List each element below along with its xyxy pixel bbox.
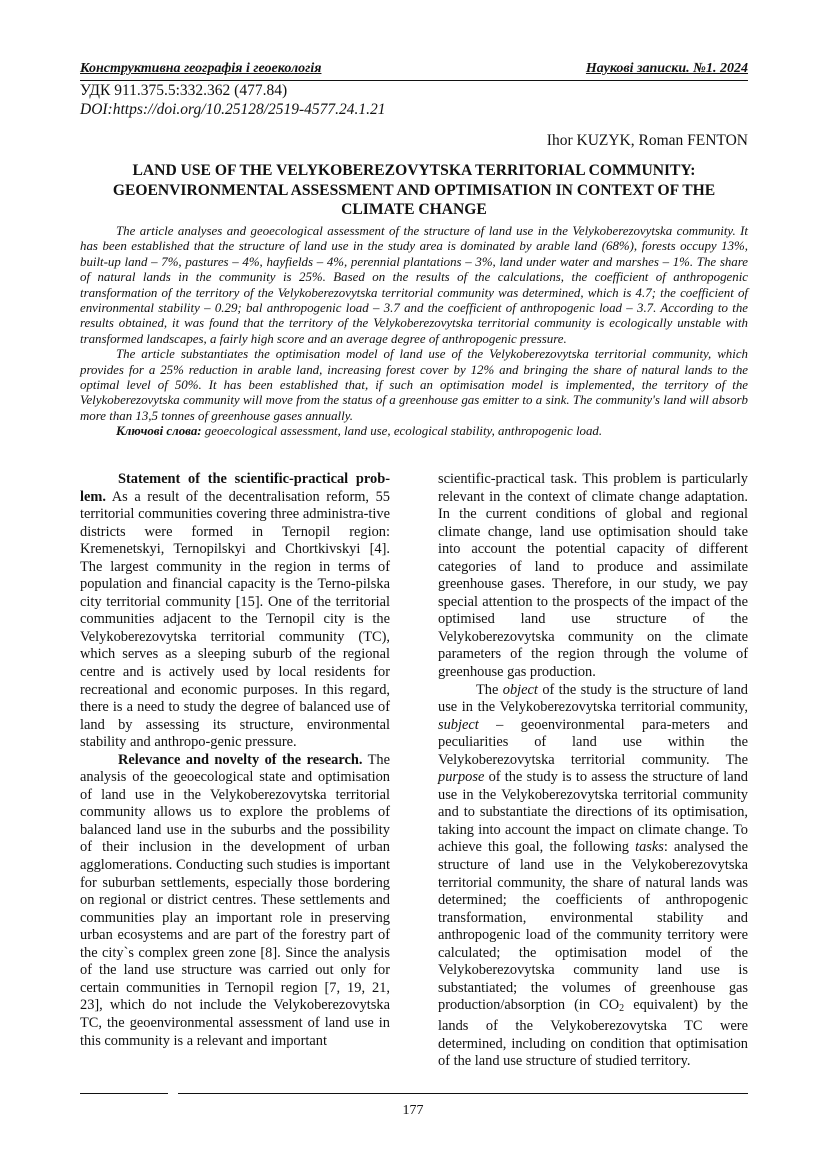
- page-number: 177: [402, 1103, 424, 1118]
- body-paragraph: Relevance and novelty of the research. The analysis of the geoecological state and optimisation of land use in the Velykoberezovytska territorial community allows us to explore the problems of balanced land use in the suburbs and the possibility of their inclusion in the development of urban agglomerations. Conducting such studies is important for suburban settlements, especially those bordering on regional or district centres. These settlements and communities play an important role in preserving urban ecosystems and are part of the forestry part of the city`s complex green zone [8]. Since the analysis of the land use structure was carried out only for certain communities in Ternopil region [7, 19, 21, 23], which do not include the Velykoberezovytska TC, the geoenvironmental assessment of land use in this community is a relevant and important: [80, 751, 390, 1049]
- right-column: [438, 471, 748, 1071]
- keywords-text: geoecological assessment, land use, ecological stability, anthropogenic load.: [201, 424, 603, 439]
- left-column: [80, 471, 390, 1050]
- footer-divider: [178, 1093, 748, 1094]
- section-heading: Statement of the scientific-practical prob-lem.: [80, 471, 390, 505]
- udk-code: УДК 911.375.5:332.362 (477.84): [80, 82, 288, 99]
- authors: Ihor KUZYK, Roman FENTON: [546, 132, 748, 149]
- keywords: [80, 424, 748, 439]
- running-header: [80, 60, 748, 81]
- section-heading: Relevance and novelty of the research.: [118, 751, 363, 768]
- body-paragraph: Statement of the scientific-practical prob-lem. As a result of the decentralisation reform, 55 territorial communities covering three administra-tive districts were formed in Ternopil region: Kremenetskyi, Ternopilskyi and Chortkivskyi [4]. The largest community in the region in terms of population and financial capacity is the Terno-pilska city territorial community [15]. One of the territorial communities adjacent to the Ternopil city is the Velykoberezovytska territorial community (TC), which serves as a sleeping suburb of the regional centre and is actively used by local residents for recreational and economic purposes. In this regard, there is a need to study the degree of balanced use of land by assessing its structure, environmental stability and anthropo-genic pressure.: [80, 471, 390, 751]
- journal-issue: Наукові записки. №1. 2024: [585, 61, 748, 76]
- footer-divider: [80, 1093, 168, 1094]
- body-paragraph: scientific-practical task. This problem is particularly relevant in the context of climate change adaptation. In the current conditions of global and regional climate change, land use optimisation should take into account the potential capacity of different categories of land to produce and assimilate greenhouse gases. Therefore, in our study, we pay special attention to the prospects of the impact of the optimised land use structure of the Velykoberezovytska community on the climate parameters of the region through the volume of greenhouse gas production.: [438, 471, 748, 681]
- article-title: LAND USE OF THE VELYKOBEREZOVYTSKA TERRITORIAL COMMUNITY: GEOENVIRONMENTAL ASSESSMENT AND OPTIMISATION IN CONTEXT OF THE CLIMATE CHANGE: [112, 162, 716, 218]
- abstract-paragraph: The article substantiates the optimisation model of land use of the Velykoberezovytska territorial community, which provides for a 25% reduction in arable land, increasing forest cover by 12% and bringing the share of natural lands to the optimal level of 50%. It has been established that, if such an optimisation model is implemented, the territory of the Velykoberezovytska community will move from the status of a greenhouse gas emitter to a sink. The community's land will absorb more than 13,5 tonnes of greenhouse gases annually.: [80, 347, 748, 423]
- abstract-paragraph: The article analyses and geoecological assessment of the structure of land use in the Velykoberezovytska community. It has been established that the structure of land use in the study area is dominated by arable land (68%), forests occupy 13%, built-up land – 7%, pastures – 4%, hayfields – 4%, perennial plantations – 3%, land under water and marshes – 1%. The share of natural lands in the community is 25%. Based on the results of the calculations, the coefficient of anthropogenic transformation of the territory of the Velykoberezovytska territorial community was determined, which is 4.7; the coefficient of environmental stability – 0.29; bal anthropogenic load – 3.7 and the coefficient of anthropogenic load – 3.7. According to the results obtained, it was found that the territory of the Velykoberezovytska territorial community is ecologically unstable with transformed landscapes, a fairly high score and an average degree of anthropogenic pressure.: [80, 224, 748, 346]
- journal-section: Конструктивна географія і геоекологія: [80, 61, 322, 76]
- body-paragraph: The object of the study is the structure of land use in the Velykoberezovytska territorial community, subject – geoenvironmental para-meters and peculiarities of land use within the Velykoberezovytska territorial community. The purpose of the study is to assess the structure of land use in the Velykoberezovytska territorial community and to substantiate the directions of its optimisation, taking into account the impact on climate change. To achieve this goal, the following tasks: analysed the structure of land use in the Velykoberezovytska territorial community, the share of natural lands was determined; the coefficients of anthropogenic transformation, environmental stability and anthropogenic load of the community territory were calculated; the optimisation model of the Velykoberezovytska community land use is substantiated; the volumes of greenhouse gas production/absorption (in $CO_2$ equivalent) by the lands of the Velykoberezovytska TC were determined, including on condition that optimisation of the land use structure of studied territory.: [438, 681, 748, 1070]
- doi-link[interactable]: DOI:https://doi.org/10.25128/2519-4577.24.1.21: [80, 101, 386, 118]
- keywords-label: Ключові слова:: [116, 424, 202, 439]
- abstract: [80, 224, 748, 440]
